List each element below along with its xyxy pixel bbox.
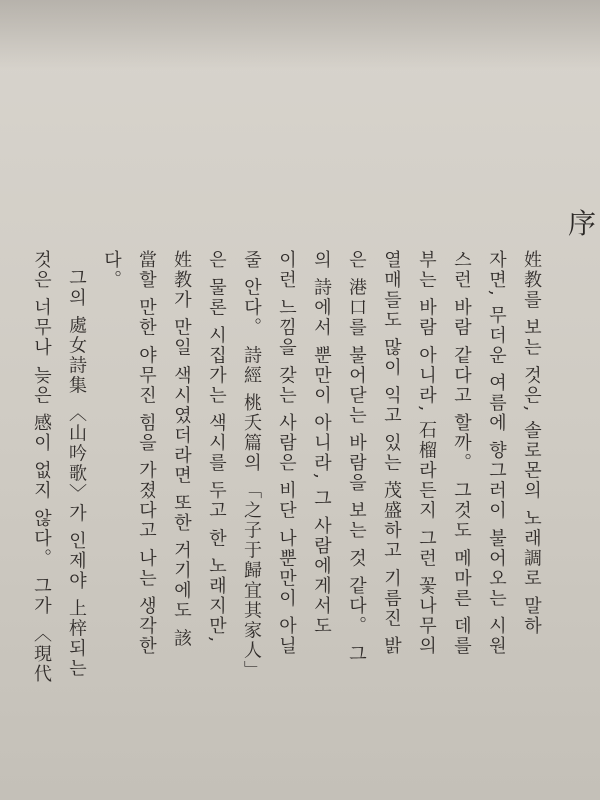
text-column-9: 줄 안다。 詩經 桃夭篇의 「之子于歸宜其家人」 xyxy=(241,250,262,681)
text-column-1: 姓教를 보는 것은, 솔로몬의 노래調로 말하 xyxy=(521,250,542,637)
text-column-11: 姓教가 만일 색시였더라면 또한 거기에도 該 xyxy=(171,250,192,649)
text-column-13: 다。 xyxy=(101,250,122,290)
page-shadow xyxy=(0,0,600,70)
text-column-4: 부는 바람 아니라, 石榴라든지 그런 꽃나무의 xyxy=(416,250,437,657)
text-column-2: 자면, 무더운 여름에 향그러이 불어오는 시원 xyxy=(486,250,507,657)
text-column-15: 것은 너무나 늦은 感이 없지 않다。 그가 〈現代 xyxy=(31,250,52,685)
text-column-3: 스런 바람 같다고 할까。 그것도 메마른 데를 xyxy=(451,250,472,657)
text-column-14: 그의 處女詩集 〈山吟歌〉가 인제야 上梓되는 xyxy=(66,268,87,679)
page-title: 序 xyxy=(568,207,597,240)
body-text xyxy=(31,250,554,750)
text-column-5: 열매들도 많이 익고 있는 茂盛하고 기름진 밝 xyxy=(381,250,402,657)
text-column-8: 이런 느낌을 갖는 사람은 비단 나뿐만이 아닐 xyxy=(276,250,297,657)
text-column-12: 當할 만한 야무진 힘을 가졌다고 나는 생각한 xyxy=(136,250,157,657)
text-column-10: 은 물론 시집가는 색시를 두고 한 노래지만, xyxy=(206,250,227,645)
text-column-7: 의 詩에서 뿐만이 아니라, 그 사람에게서도 xyxy=(311,250,332,637)
text-column-6: 은 港口를 불어닫는 바람을 보는 것 같다。 그 xyxy=(346,250,367,665)
